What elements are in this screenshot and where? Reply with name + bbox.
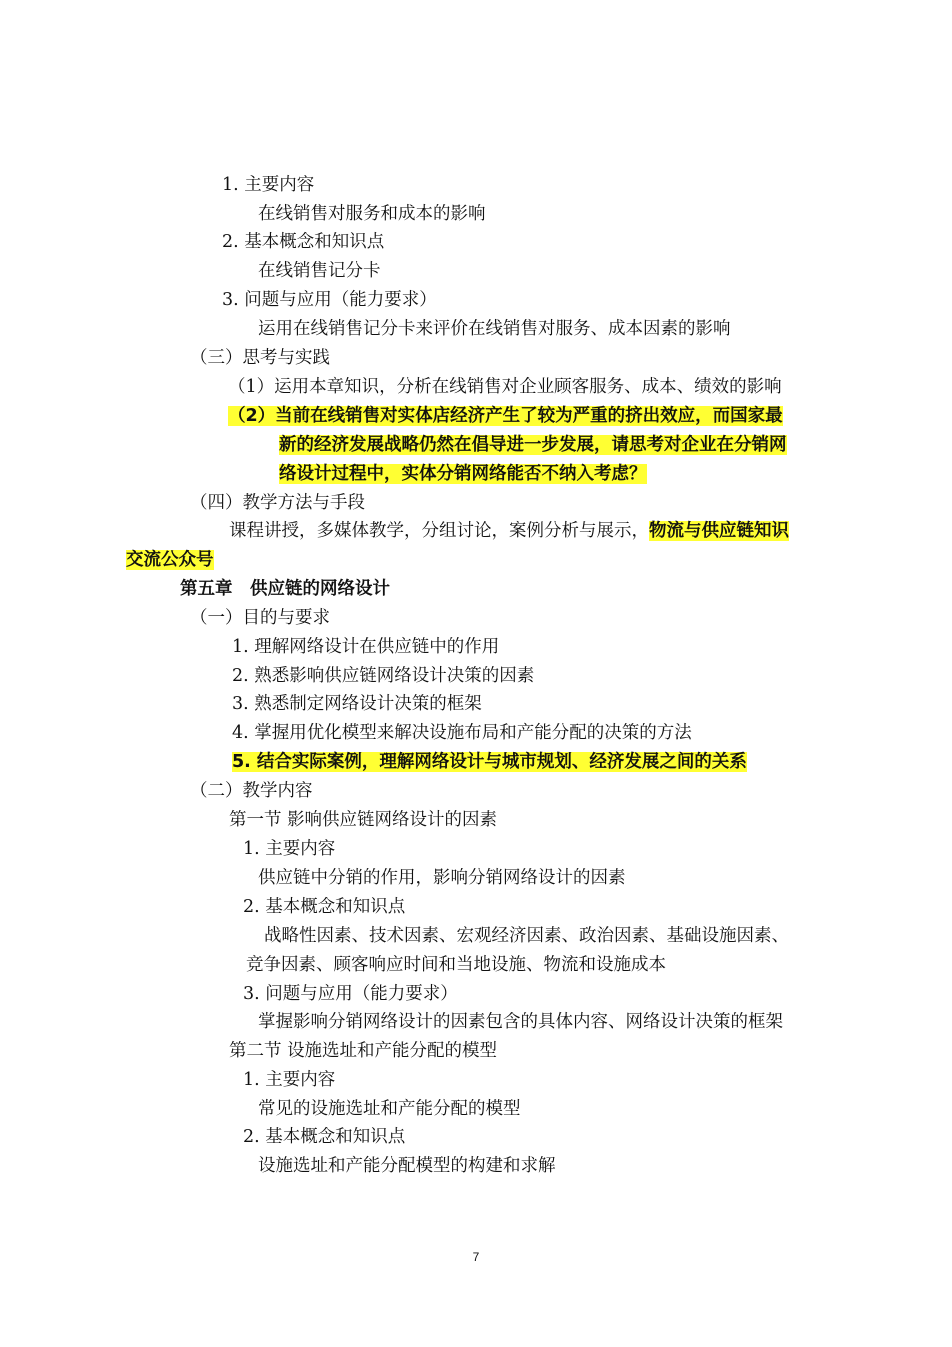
practice-item-1: （1）运用本章知识，分析在线销售对企业顾客服务、成本、绩效的影响 <box>228 377 782 397</box>
section-item-application: 3. 问题与应用（能力要求） <box>243 984 458 1004</box>
objective-item-1: 1. 理解网络设计在供应链中的作用 <box>232 637 500 657</box>
subsection-heading: （四）教学方法与手段 <box>190 493 365 513</box>
objective-item-5 <box>232 750 747 774</box>
section-item-concepts: 2. 基本概念和知识点 <box>243 1127 406 1147</box>
highlighted-text: 络设计过程中，实体分销网络能否不纳入考虑？ <box>279 464 647 484</box>
highlighted-text: 交流公众号 <box>126 550 214 570</box>
subsection-heading: （一）目的与要求 <box>190 608 330 628</box>
practice-item-2-line-3 <box>279 462 647 486</box>
section-item-body: 掌握影响分销网络设计的因素包含的具体内容、网络设计决策的框架 <box>258 1012 783 1032</box>
section-item-concepts: 2. 基本概念和知识点 <box>222 232 385 252</box>
practice-item-2-line-1 <box>228 404 783 428</box>
objective-item-3: 3. 熟悉制定网络设计决策的框架 <box>232 694 482 714</box>
section-item-body: 常见的设施选址和产能分配的模型 <box>258 1099 521 1119</box>
section-item-body: 供应链中分销的作用，影响分销网络设计的因素 <box>258 868 626 888</box>
highlighted-text: 新的经济发展战略仍然在倡导进一步发展，请思考对企业在分销网 <box>279 435 787 455</box>
highlighted-text: （2）当前在线销售对实体店经济产生了较为严重的挤出效应，而国家最 <box>228 406 783 426</box>
chapter-heading: 第五章 供应链的网络设计 <box>180 579 390 599</box>
teaching-methods-text: 课程讲授，多媒体教学，分组讨论，案例分析与展示， <box>229 521 649 541</box>
section-item-main-content: 1. 主要内容 <box>243 1070 336 1090</box>
section-item-body: 竞争因素、顾客响应时间和当地设施、物流和设施成本 <box>246 955 666 975</box>
section-title: 第一节 影响供应链网络设计的因素 <box>229 810 498 830</box>
subsection-heading: （三）思考与实践 <box>190 348 330 368</box>
section-item-main-content: 1. 主要内容 <box>222 175 315 195</box>
practice-item-2-line-2 <box>279 433 787 457</box>
section-item-body: 在线销售对服务和成本的影响 <box>258 204 486 224</box>
highlighted-text: 5. 结合实际案例，理解网络设计与城市规划、经济发展之间的关系 <box>232 752 747 772</box>
subsection-heading: （二）教学内容 <box>190 781 313 801</box>
section-item-body: 在线销售记分卡 <box>258 261 381 281</box>
section-item-body: 设施选址和产能分配模型的构建和求解 <box>258 1156 556 1176</box>
highlighted-text: 物流与供应链知识 <box>649 521 789 541</box>
section-item-body: 战略性因素、技术因素、宏观经济因素、政治因素、基础设施因素、 <box>264 926 789 946</box>
section-item-application: 3. 问题与应用（能力要求） <box>222 290 437 310</box>
page-number: 7 <box>472 1250 480 1264</box>
section-title: 第二节 设施选址和产能分配的模型 <box>229 1041 498 1061</box>
section-item-concepts: 2. 基本概念和知识点 <box>243 897 406 917</box>
section-item-body: 运用在线销售记分卡来评价在线销售对服务、成本因素的影响 <box>258 319 731 339</box>
teaching-methods-line <box>229 519 789 543</box>
objective-item-2: 2. 熟悉影响供应链网络设计决策的因素 <box>232 666 535 686</box>
objective-item-4: 4. 掌握用优化模型来解决设施布局和产能分配的决策的方法 <box>232 723 692 743</box>
section-item-main-content: 1. 主要内容 <box>243 839 336 859</box>
teaching-methods-continuation <box>126 548 214 572</box>
